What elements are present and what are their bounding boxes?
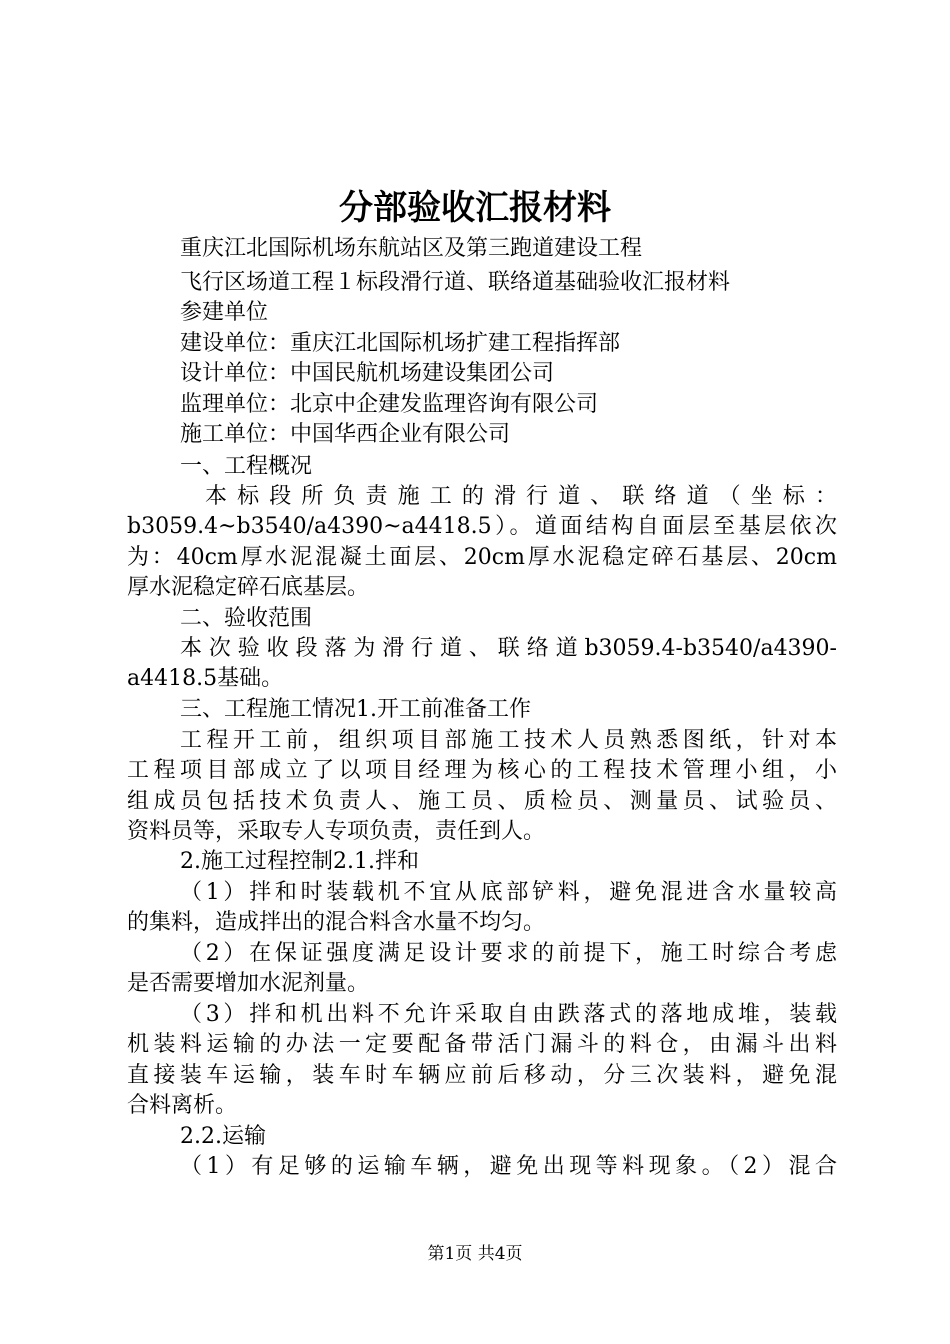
paragraph-line: 资料员等，采取专人专项负责，责任到人。 bbox=[127, 819, 546, 844]
paragraph-line: 组成员包括技术负责人、施工员、质检员、测量员、试验员、 bbox=[127, 789, 837, 814]
paragraph-line: 合料离析。 bbox=[127, 1093, 238, 1118]
paragraph-line: b3059.4~b3540/a4390~a4418.5）。道面结构自面层至基层依次 bbox=[127, 514, 837, 539]
paragraph-line: （1）拌和时装载机不宜从底部铲料，避免混进含水量较高 bbox=[180, 880, 837, 905]
paragraph-line: 厚水泥稳定碎石底基层。 bbox=[127, 575, 370, 600]
paragraph-line: （2）在保证强度满足设计要求的前提下，施工时综合考虑 bbox=[180, 941, 837, 966]
project-name-line: 重庆江北国际机场东航站区及第三跑道建设工程 bbox=[180, 236, 643, 261]
owner-unit-line: 建设单位：重庆江北国际机场扩建工程指挥部 bbox=[180, 331, 621, 356]
section-heading-scope: 二、验收范围 bbox=[180, 606, 313, 631]
document-title: 分部验收汇报材料 bbox=[339, 188, 611, 228]
construction-unit-line: 施工单位：中国华西企业有限公司 bbox=[180, 422, 511, 447]
section-heading-construction: 三、工程施工情况1.开工前准备工作 bbox=[180, 697, 531, 722]
participants-heading: 参建单位 bbox=[180, 300, 269, 325]
paragraph-line: a4418.5基础。 bbox=[127, 666, 284, 691]
paragraph-line: （1）有足够的运输车辆，避免出现等料现象。（2）混合 bbox=[180, 1154, 837, 1179]
section-heading-overview: 一、工程概况 bbox=[180, 454, 313, 479]
paragraph-line: 是否需要增加水泥剂量。 bbox=[127, 971, 370, 996]
paragraph-line: 本次验收段落为滑行道、联络道b3059.4-b3540/a4390- bbox=[180, 636, 837, 661]
paragraph-line: （3）拌和机出料不允许采取自由跌落式的落地成堆，装载 bbox=[180, 1002, 837, 1027]
paragraph-line: 工程开工前，组织项目部施工技术人员熟悉图纸，针对本 bbox=[180, 728, 837, 753]
paragraph-line: 的集料，造成拌出的混合料含水量不均匀。 bbox=[127, 910, 546, 935]
paragraph-line: 为：40cm厚水泥混凝土面层、20cm厚水泥稳定碎石基层、20cm bbox=[127, 545, 837, 570]
paragraph-line: 机装料运输的办法一定要配备带活门漏斗的料仓，由漏斗出料 bbox=[127, 1032, 837, 1057]
paragraph-line: 直接装车运输，装车时车辆应前后移动，分三次装料，避免混 bbox=[127, 1063, 837, 1088]
paragraph-line: 工程项目部成立了以项目经理为核心的工程技术管理小组，小 bbox=[127, 758, 837, 783]
subsection-heading-mixing: 2.施工过程控制2.1.拌和 bbox=[180, 849, 419, 874]
paragraph-line: 本标段所负责施工的滑行道、联络道（坐标： bbox=[205, 484, 837, 509]
page-number-footer: 第1页 共4页 bbox=[427, 1244, 523, 1264]
report-subtitle-line: 飞行区场道工程１标段滑行道、联络道基础验收汇报材料 bbox=[180, 270, 731, 295]
subsection-heading-transport: 2.2.运输 bbox=[180, 1124, 266, 1149]
supervision-unit-line: 监理单位：北京中企建发监理咨询有限公司 bbox=[180, 392, 599, 417]
design-unit-line: 设计单位：中国民航机场建设集团公司 bbox=[180, 361, 555, 386]
